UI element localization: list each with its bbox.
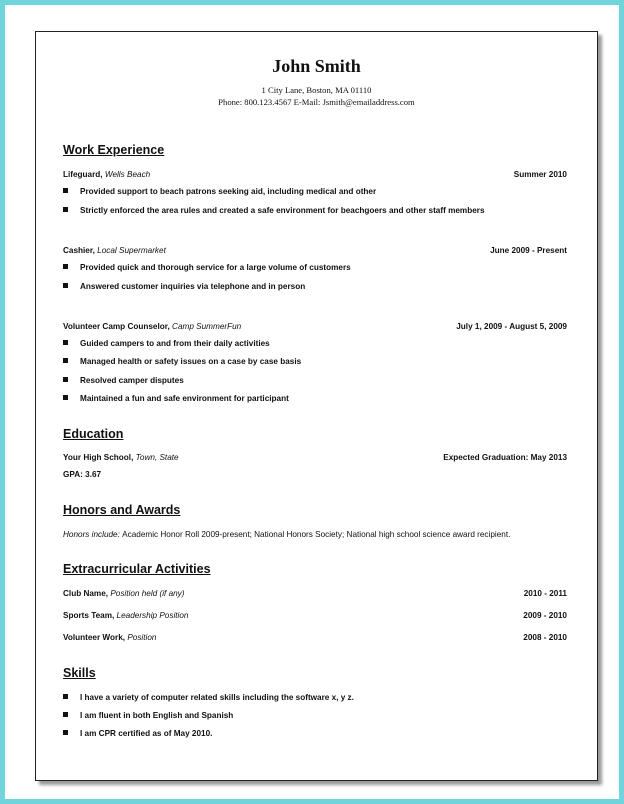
honors-heading: Honors and Awards [63, 503, 181, 517]
activity-item: Sports Team, Leadership Position [63, 611, 189, 620]
work-experience-heading: Work Experience [63, 143, 165, 157]
job-title: Cashier, Local Supermarket [63, 246, 166, 255]
skill-bullet: I have a variety of computer related skills including the software x, y z. [63, 693, 354, 702]
skills-heading: Skills [63, 666, 96, 680]
background-frame [5, 5, 619, 799]
job-bullet: Resolved camper disputes [63, 376, 184, 385]
school-name: Your High School, Town, State [63, 453, 179, 462]
bullet-icon [63, 188, 68, 193]
job-date: June 2009 - Present [490, 246, 567, 255]
job-bullet: Answered customer inquiries via telephone and in person [63, 282, 305, 291]
job-bullet: Provided quick and thorough service for a large volume of customers [63, 263, 351, 272]
skill-bullet: I am fluent in both English and Spanish [63, 711, 233, 720]
resume-page [35, 31, 598, 781]
bullet-icon [63, 207, 68, 212]
bullet-icon [63, 340, 68, 345]
gpa: GPA: 3.67 [63, 470, 102, 479]
activity-item: Club Name, Position held (if any) [63, 589, 185, 598]
activity-date: 2010 - 2011 [523, 589, 567, 598]
graduation-date: Expected Graduation: May 2013 [443, 453, 567, 462]
contact-address: 1 City Lane, Boston, MA 01110 [261, 85, 372, 95]
honors-text: Honors include: Academic Honor Roll 2009-present; National Honors Society; National high school science award recipient. [63, 530, 511, 539]
job-bullet: Strictly enforced the area rules and created a safe environment for beachgoers and other staff members [63, 206, 485, 215]
job-bullet: Provided support to beach patrons seeking aid, including medical and other [63, 187, 376, 196]
job-title: Volunteer Camp Counselor, Camp SummerFun [63, 322, 242, 331]
bullet-icon [63, 264, 68, 269]
education-heading: Education [63, 427, 124, 441]
bullet-icon [63, 377, 68, 382]
job-bullet: Managed health or safety issues on a case by case basis [63, 357, 301, 366]
resume-name: John Smith [272, 56, 361, 76]
activity-date: 2009 - 2010 [523, 611, 567, 620]
contact-phone-email: Phone: 800.123.4567 E-Mail: Jsmith@emailaddress.com [218, 97, 415, 107]
job-bullet: Maintained a fun and safe environment for participant [63, 394, 289, 403]
bullet-icon [63, 358, 68, 363]
bullet-icon [63, 712, 68, 717]
bullet-icon [63, 283, 68, 288]
bullet-icon [63, 730, 68, 735]
job-date: July 1, 2009 - August 5, 2009 [456, 322, 567, 331]
bullet-icon [63, 694, 68, 699]
job-date: Summer 2010 [513, 170, 567, 179]
activity-item: Volunteer Work, Position [63, 633, 157, 642]
skill-bullet: I am CPR certified as of May 2010. [63, 729, 212, 738]
extracurricular-heading: Extracurricular Activities [63, 562, 211, 576]
job-bullet: Guided campers to and from their daily activities [63, 339, 270, 348]
activity-date: 2008 - 2010 [523, 633, 567, 642]
job-title: Lifeguard, Wells Beach [63, 170, 151, 179]
bullet-icon [63, 395, 68, 400]
